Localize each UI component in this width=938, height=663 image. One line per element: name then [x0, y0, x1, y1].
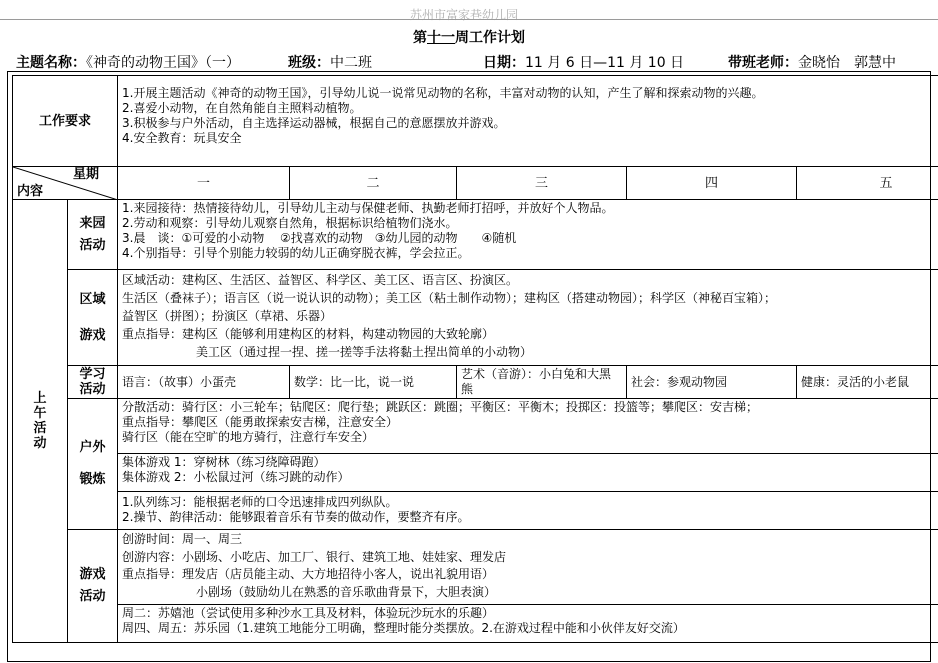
- outdoor-games-content: [118, 605, 938, 643]
- class-value: 中二班: [330, 55, 372, 71]
- outdoor-item: 重点指导：攀爬区（能勇敢探索安吉梯，注意安全）: [122, 415, 399, 429]
- morning-label-char: 上: [33, 391, 47, 406]
- theme-info: [16, 52, 240, 72]
- outdoor-game-item: 周二：苏嬉池（尝试使用多种沙水工具及材料，体验玩沙玩水的乐趣）: [122, 606, 495, 620]
- work-requirement-item: 1.开展主题活动《神奇的动物王国》，引导幼儿说一说常见动物的名称，丰富对动物的认知，产生了解和探索动物的兴趣。: [122, 86, 764, 100]
- area-games-content: [118, 270, 938, 366]
- day-friday: 五: [797, 167, 938, 200]
- week-label: 星期: [73, 167, 100, 182]
- week-number: 十一: [427, 30, 455, 46]
- day-monday: 一: [118, 167, 290, 200]
- outdoor-exercise-row: [13, 399, 938, 454]
- title-suffix: 周工作计划: [455, 30, 525, 46]
- game-activities-label: [68, 530, 118, 643]
- area-games-label: [68, 270, 118, 366]
- morning-label-char: 活: [33, 421, 47, 436]
- work-requirement-item: 2.喜爱小动物，在自然角能自主照料动植物。: [122, 101, 362, 115]
- arrival-item: 4.个别指导：引导个别能力较弱的幼儿正确穿脱衣裤，学会拉正。: [122, 246, 470, 260]
- area-item: 生活区（叠袜子）；语言区（说一说认识的动物）；美工区（粘土制作动物）；建构区（搭建动物园）；科学区（神秘百宝箱）；: [122, 291, 777, 305]
- arrival-item: 1.来园接待：热情接待幼儿，引导幼儿主动与保健老师、执勤老师打招呼，并放好个人物品。: [122, 201, 614, 215]
- creative-game-item: 重点指导：理发店（店员能主动、大方地招待小客人，说出礼貌用语）: [122, 567, 495, 581]
- study-subject-health: 健康：灵活的小老鼠: [797, 366, 938, 399]
- diagonal-header-cell: [13, 167, 118, 200]
- creative-game-item: 创游内容：小剧场、小吃店、加工厂、银行、建筑工地、娃娃家、理发店: [122, 549, 507, 564]
- outdoor-item: 骑行区（能在空旷的地方骑行，注意行车安全）: [122, 430, 375, 444]
- day-tuesday: 二: [290, 167, 457, 200]
- theme-value: 《神奇的动物王国》（一）: [86, 55, 240, 71]
- morning-label-char: 动: [33, 436, 47, 451]
- study-subject-society: 社会：参观动物园: [627, 366, 797, 399]
- day-wednesday: 三: [457, 167, 627, 200]
- area-item-indented: 美工区（通过捏一捏、搓一搓等手法将黏土捏出简单的小动物）: [196, 345, 533, 359]
- day-thursday: 四: [627, 167, 797, 200]
- outdoor-games-row: [13, 605, 938, 643]
- area-item: 重点指导：建构区（能够利用建构区的材料，构建动物园的大致轮廓）: [122, 327, 495, 341]
- date-info: [483, 52, 684, 72]
- study-subject-language: 语言：（故事）小蛋壳: [118, 366, 290, 399]
- drill-item: 1.队列练习：能根据老师的口令迅速排成四列纵队。: [122, 495, 398, 509]
- weekday-header-row: [13, 167, 938, 200]
- outdoor-drill-row: [13, 492, 938, 530]
- study-label-line: 活动: [79, 382, 106, 397]
- creative-game-item-indented: 小剧场（鼓励幼儿在熟悉的音乐歌曲背景下，大胆表演）: [196, 584, 497, 599]
- area-games-row: [13, 270, 938, 366]
- teacher-info: [728, 52, 896, 72]
- study-subject-art: 艺术（音游）：小白兔和大黑熊: [457, 366, 627, 399]
- area-label-line: 区域: [79, 291, 106, 307]
- games-label-line: 游戏: [79, 567, 106, 582]
- theme-label: 主题名称：: [16, 55, 86, 71]
- arrival-label-line: 来园: [79, 215, 106, 231]
- weekly-plan-table: [12, 75, 938, 643]
- work-requirements-row: [13, 76, 938, 167]
- creative-game-item: 创游时间：周一、周三: [122, 532, 243, 546]
- study-activities-label: [68, 366, 118, 399]
- date-label: 日期：: [483, 55, 525, 71]
- teacher-label: 带班老师：: [728, 55, 798, 71]
- page-title: [0, 27, 938, 47]
- outdoor-game-item: 周四、周五：苏乐园（1.建筑工地能分工明确，整理时能分类摆放。2.在游戏过程中能和小伙伴友好交流）: [122, 621, 685, 635]
- creative-games-content: [118, 530, 938, 605]
- outdoor-label-line: 户外: [79, 440, 106, 455]
- study-subject-math: 数学：比一比，说一说: [290, 366, 457, 399]
- arrival-activity-content: [118, 200, 938, 270]
- arrival-activity-row: [13, 200, 938, 270]
- outdoor-exercise-label: [68, 399, 118, 530]
- work-requirement-item: 4.安全教育：玩具安全: [122, 131, 242, 145]
- games-label-line: 活动: [79, 589, 106, 604]
- study-activities-row: [13, 366, 938, 399]
- class-info: [288, 52, 372, 72]
- outdoor-group-games-row: [13, 454, 938, 492]
- work-requirement-item: 3.积极参与户外活动，自主选择运动器械，根据自己的意愿摆放并游戏。: [122, 116, 506, 130]
- date-value: 11 月 6 日—11 月 10 日: [525, 55, 685, 71]
- content-label: 内容: [17, 184, 44, 199]
- group-game-item: 集体游戏 2：小松鼠过河（练习跳的动作）: [122, 470, 350, 484]
- document-header: 苏州市富家巷幼儿园: [410, 8, 519, 22]
- teacher-value: 金晓怡 郭慧中: [798, 55, 896, 71]
- outdoor-label-line: 锻炼: [79, 472, 106, 487]
- morning-activities-label: [13, 200, 68, 643]
- outdoor-group-games-content: [118, 454, 938, 492]
- area-item: 益智区（拼图）；扮演区（草裙、乐器）: [122, 309, 333, 323]
- header-divider: [0, 19, 938, 20]
- outdoor-item: 分散活动：骑行区：小三轮车；钻爬区：爬行垫；跳跃区：跳圈；平衡区：平衡木；投掷区：投篮等；攀爬区：安吉梯；: [122, 400, 759, 414]
- game-activities-row: [13, 530, 938, 605]
- morning-label-char: 午: [33, 406, 47, 421]
- title-prefix: 第: [413, 30, 427, 46]
- work-requirements-label: 工作要求: [13, 76, 118, 167]
- area-item: 区域活动：建构区、生活区、益智区、科学区、美工区、语言区、扮演区。: [122, 273, 519, 287]
- drill-item: 2.操节、韵律活动：能够跟着音乐有节奏的做动作，要整齐有序。: [122, 510, 470, 524]
- arrival-activity-label: [68, 200, 118, 270]
- arrival-item: 3.晨 谈：①可爱的小动物 ②找喜欢的动物 ③幼儿园的动物 ④随机: [122, 231, 517, 245]
- arrival-item: 2.劳动和观察：引导幼儿观察自然角，根据标识给植物们浇水。: [122, 216, 458, 230]
- class-label: 班级：: [288, 55, 330, 71]
- study-label-line: 学习: [79, 367, 106, 382]
- group-game-item: 集体游戏 1：穿树林（练习绕障碍跑）: [122, 455, 326, 469]
- outdoor-drill-content: [118, 492, 938, 530]
- outdoor-scattered-content: [118, 399, 938, 454]
- arrival-label-line: 活动: [79, 237, 106, 253]
- work-requirements-content: [118, 76, 938, 167]
- area-label-line: 游戏: [79, 327, 106, 343]
